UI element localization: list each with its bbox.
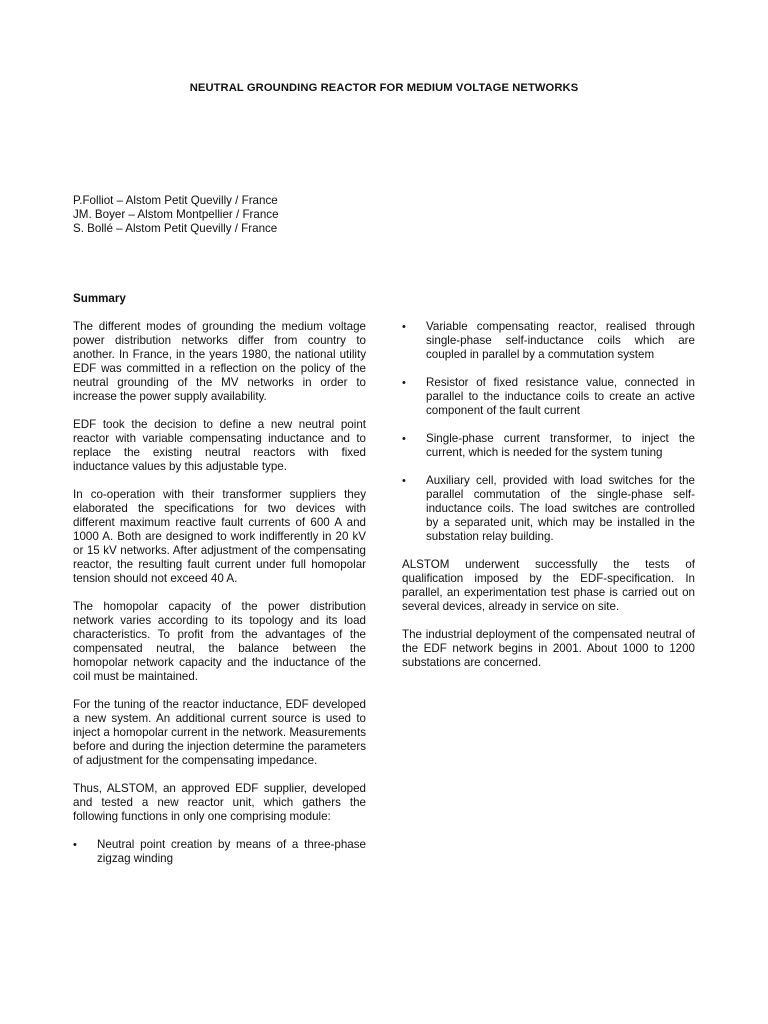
body-paragraph: The different modes of grounding the medium voltage power distribution networks differ from country to another. In France, in the years 1980, the national utility EDF was committed in a reflection on the policy of the neutral grounding of the MV networks in order to increase the power supply availability. [73, 320, 366, 403]
bullet-text: Resistor of fixed resistance value, connected in parallel to the inductance coils to create an active component of the fault current [426, 376, 695, 417]
body-paragraph: The homopolar capacity of the power distribution network varies according to its topology and its load characteristics. To profit from the advantages of the compensated neutral, the balance between the homopolar network capacity and the inductance of the coil must be maintained. [73, 600, 366, 683]
body-paragraph: For the tuning of the reactor inductance, EDF developed a new system. An additional current source is used to inject a homopolar current in the network. Measurements before and during the injection determine the parameters of adjustment for the compensating impedance. [73, 698, 366, 767]
body-paragraph: Thus, ALSTOM, an approved EDF supplier, developed and tested a new reactor unit, which gathers the following functions in only one comprising module: [73, 782, 366, 823]
author-list [73, 194, 279, 236]
body-paragraph: ALSTOM underwent successfully the tests of qualification imposed by the EDF-specification. In parallel, an experimentation test phase is carried out on several devices, already in service on site. [402, 558, 695, 613]
bullet-text: Variable compensating reactor, realised through single-phase self-inductance coils which are coupled in parallel by a commutation system [426, 320, 695, 361]
body-paragraph: EDF took the decision to define a new neutral point reactor with variable compensating inductance and to replace the existing neutral reactors with fixed inductance values by this adjustable type. [73, 418, 366, 473]
body-paragraph: The industrial deployment of the compensated neutral of the EDF network begins in 2001. About 1000 to 1200 substations are concerned. [402, 628, 695, 669]
bullet-item [402, 376, 695, 418]
bullet-text: Neutral point creation by means of a three-phase zigzag winding [97, 838, 366, 865]
bullet-text: Single-phase current transformer, to inject the current, which is needed for the system tuning [426, 432, 695, 459]
right-column [402, 320, 695, 684]
left-column [73, 320, 366, 880]
bullet-mark: • [402, 433, 406, 445]
author-line: P.Folliot – Alstom Petit Quevilly / France [73, 194, 278, 207]
bullet-mark: • [402, 377, 406, 389]
author-line: JM. Boyer – Alstom Montpellier / France [73, 208, 279, 221]
bullet-mark: • [402, 321, 406, 333]
paper-title: NEUTRAL GROUNDING REACTOR FOR MEDIUM VOLTAGE NETWORKS [189, 82, 579, 94]
summary-heading: Summary [73, 292, 126, 305]
bullet-mark: • [73, 839, 77, 851]
bullet-item [73, 838, 366, 866]
author-line: S. Bollé – Alstom Petit Quevilly / France [73, 222, 278, 235]
bullet-item [402, 432, 695, 460]
bullet-item [402, 474, 695, 544]
bullet-mark: • [402, 475, 406, 487]
bullet-text: Auxiliary cell, provided with load switches for the parallel commutation of the single-phase self-inductance coils. The load switches are controlled by a separated unit, which may be installed in the substation relay building. [426, 474, 695, 543]
body-paragraph: In co-operation with their transformer suppliers they elaborated the specifications for two devices with different maximum reactive fault currents of 600 A and 1000 A. Both are designed to work indifferently in 20 kV or 15 kV networks. After adjustment of the compensating reactor, the resulting fault current under full homopolar tension should not exceed 40 A. [73, 488, 366, 585]
bullet-item [402, 320, 695, 362]
